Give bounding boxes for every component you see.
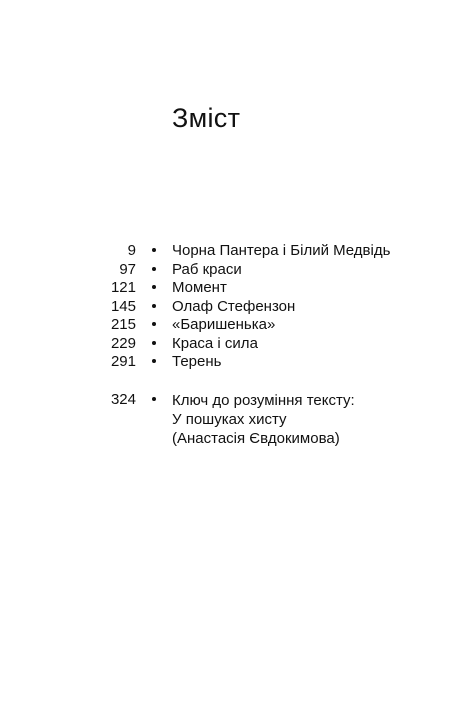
toc-main-group bbox=[0, 242, 474, 372]
toc-entry-title: Чорна Пантера і Білий Медвідь bbox=[172, 242, 391, 259]
toc-entry-title: Краса і сила bbox=[172, 334, 258, 352]
bullet-icon bbox=[150, 261, 158, 280]
toc-entry-appendix bbox=[0, 391, 474, 448]
toc-entry-title: Терень bbox=[172, 353, 222, 370]
toc-page-number: 291 bbox=[110, 353, 136, 370]
toc-page-number: 121 bbox=[110, 279, 136, 296]
toc-page-number: 215 bbox=[110, 316, 136, 333]
bullet-icon bbox=[150, 242, 158, 261]
toc-entry-title: Олаф Стефензон bbox=[172, 297, 296, 315]
bullet-icon bbox=[150, 316, 158, 335]
toc-appendix-group bbox=[0, 391, 474, 448]
toc-entry bbox=[0, 298, 474, 317]
toc-entry bbox=[0, 316, 474, 335]
toc-entry bbox=[0, 335, 474, 354]
bullet-icon bbox=[150, 279, 158, 298]
toc-title-line: У пошуках хисту bbox=[172, 410, 287, 428]
toc-entry-title: Раб краси bbox=[172, 260, 242, 278]
toc-entry-title bbox=[0, 391, 474, 448]
toc-entry bbox=[0, 279, 474, 298]
toc-page-number: 145 bbox=[110, 297, 136, 315]
toc-page-number: 324 bbox=[110, 390, 136, 408]
toc-entry bbox=[0, 353, 474, 372]
toc-entry bbox=[0, 261, 474, 280]
page-title: Зміст bbox=[172, 103, 241, 133]
bullet-icon bbox=[150, 353, 158, 372]
toc-entry-title: «Баришенька» bbox=[172, 316, 276, 333]
toc-page-number: 229 bbox=[110, 334, 136, 352]
toc-page-number: 97 bbox=[119, 260, 136, 278]
toc-title-line: (Анастасія Євдокимова) bbox=[172, 429, 340, 447]
table-of-contents bbox=[0, 242, 474, 448]
toc-page-number: 9 bbox=[127, 242, 136, 259]
toc-title-line: Ключ до розуміння тексту: bbox=[172, 391, 355, 409]
bullet-icon bbox=[150, 298, 158, 317]
bullet-icon bbox=[150, 335, 158, 354]
toc-entry-title: Момент bbox=[172, 279, 227, 296]
toc-entry bbox=[0, 242, 474, 261]
